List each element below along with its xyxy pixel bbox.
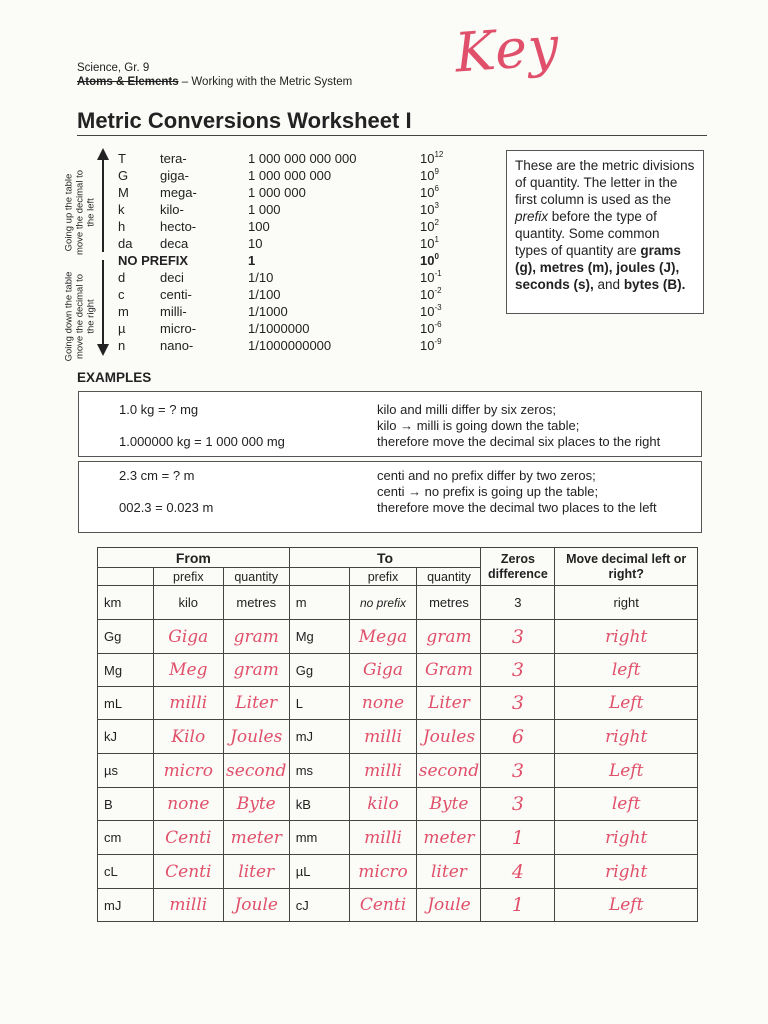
ex2-expl-2: centi → no prefix is going up the table; — [377, 484, 599, 499]
ex1-expl-3: therefore move the decimal six places to the right — [377, 434, 661, 449]
power-base: 10 — [420, 202, 435, 217]
prefix-power — [420, 286, 442, 303]
from-unit: kJ — [98, 720, 154, 754]
prefix-symbol: d — [118, 270, 126, 285]
to-prefix: milli — [349, 821, 417, 855]
table-row — [98, 889, 698, 922]
table-row — [98, 788, 698, 821]
from-unit: cm — [98, 821, 154, 855]
zeros-difference: 3 — [481, 586, 555, 620]
power-base: 10 — [420, 321, 435, 336]
ex2-answer: 002.3 = 0.023 m — [119, 500, 214, 515]
to-prefix: Centi — [349, 889, 417, 922]
to-quantity: metres — [417, 586, 481, 620]
prefix-power — [420, 235, 439, 252]
to-quantity: Liter — [417, 687, 481, 720]
prefix-power — [420, 252, 439, 269]
prefix-name: hecto- — [160, 219, 197, 234]
page-title: Metric Conversions Worksheet I — [77, 108, 412, 133]
from-unit: km — [98, 586, 154, 620]
to-unit: cJ — [289, 889, 349, 922]
info-text-3: and — [593, 277, 624, 292]
zeros-difference: 3 — [481, 788, 555, 821]
prefix-factor: 10 — [248, 236, 263, 251]
ex2-expl-1: centi and no prefix differ by two zeros; — [377, 468, 596, 483]
table-row — [98, 586, 698, 620]
from-quantity: gram — [223, 620, 289, 654]
move-direction: right — [555, 720, 698, 754]
to-quantity: second — [417, 754, 481, 788]
from-quantity: Joule — [223, 889, 289, 922]
prefix-power — [420, 269, 442, 286]
info-text-prefix: prefix — [515, 209, 549, 224]
power-base: 10 — [420, 219, 435, 234]
ex1-expl-1: kilo and milli differ by six zeros; — [377, 402, 556, 417]
power-base: 10 — [420, 287, 435, 302]
from-unit: Gg — [98, 620, 154, 654]
prefix-symbol: m — [118, 304, 129, 319]
to-prefix: none — [349, 687, 417, 720]
move-direction: right — [555, 855, 698, 889]
from-quantity: meter — [223, 821, 289, 855]
prefix-power — [420, 150, 443, 167]
to-unit: Mg — [289, 620, 349, 654]
move-direction: right — [555, 586, 698, 620]
to-unit: ms — [289, 754, 349, 788]
from-unit: mL — [98, 687, 154, 720]
prefix-name: centi- — [160, 287, 192, 302]
course-label: Science, Gr. 9 — [77, 62, 150, 74]
prefix-symbol: G — [118, 168, 129, 183]
table-row — [98, 754, 698, 788]
from-unit: mJ — [98, 889, 154, 922]
unit-struck: Atoms & Elements — [77, 76, 179, 88]
zeros-difference: 6 — [481, 720, 555, 754]
from-prefix: micro — [153, 754, 223, 788]
header-from-prefix: prefix — [153, 568, 223, 586]
header-from-quantity: quantity — [223, 568, 289, 586]
to-unit: mm — [289, 821, 349, 855]
to-prefix: micro — [349, 855, 417, 889]
power-exponent: 12 — [434, 150, 444, 159]
table-row — [98, 720, 698, 754]
power-base: 10 — [420, 304, 435, 319]
to-unit: Gg — [289, 654, 349, 687]
to-unit: m — [289, 586, 349, 620]
to-quantity: Joules — [417, 720, 481, 754]
info-text-2: before the type of quantity. Some common types of quantity are — [515, 209, 660, 258]
prefix-power — [420, 337, 442, 354]
from-prefix: Giga — [153, 620, 223, 654]
from-prefix: Meg — [153, 654, 223, 687]
from-quantity: Liter — [223, 687, 289, 720]
prefix-factor: 1 000 000 000 000 — [248, 151, 357, 166]
prefix-symbol: M — [118, 185, 129, 200]
to-unit: mJ — [289, 720, 349, 754]
power-exponent: 6 — [434, 184, 439, 193]
prefix-power — [420, 201, 439, 218]
table-row — [98, 821, 698, 855]
from-prefix: milli — [153, 889, 223, 922]
from-unit: B — [98, 788, 154, 821]
ex1-question: 1.0 kg = ? mg — [119, 402, 199, 417]
power-base: 10 — [420, 338, 435, 353]
header-to-prefix: prefix — [349, 568, 417, 586]
power-exponent: -1 — [434, 269, 442, 278]
prefix-name: micro- — [160, 321, 197, 336]
power-base: 10 — [420, 253, 435, 268]
from-prefix: Centi — [153, 855, 223, 889]
examples-heading: EXAMPLES — [77, 370, 152, 385]
header-to: To — [289, 548, 481, 568]
prefix-power — [420, 218, 439, 235]
to-quantity: liter — [417, 855, 481, 889]
arrow-down-icon — [97, 344, 109, 356]
power-exponent: 2 — [434, 218, 439, 227]
from-quantity: gram — [223, 654, 289, 687]
to-prefix: kilo — [349, 788, 417, 821]
to-unit: L — [289, 687, 349, 720]
to-prefix: Mega — [349, 620, 417, 654]
prefix-factor: 1/1000000 — [248, 321, 310, 336]
prefix-factor: 1 000 000 000 — [248, 168, 332, 183]
move-direction: right — [555, 620, 698, 654]
prefix-name: kilo- — [160, 202, 184, 217]
move-direction: Left — [555, 754, 698, 788]
example-box-2 — [78, 461, 702, 533]
prefix-power — [420, 303, 442, 320]
header-to-quantity: quantity — [417, 568, 481, 586]
to-quantity: meter — [417, 821, 481, 855]
power-exponent: -2 — [434, 286, 442, 295]
from-prefix: milli — [153, 687, 223, 720]
power-base: 10 — [420, 185, 435, 200]
side-label-up: Going up the table move the decimal to the left — [63, 170, 97, 256]
prefix-name: deci — [160, 270, 184, 285]
ex2-expl-3: therefore move the decimal two places to the left — [377, 500, 657, 515]
from-quantity: Joules — [223, 720, 289, 754]
prefix-factor: 100 — [248, 219, 270, 234]
example-box-1 — [78, 391, 702, 457]
prefix-name: milli- — [160, 304, 187, 319]
prefix-factor: 1/1000 — [248, 304, 288, 319]
power-exponent: -9 — [434, 337, 442, 346]
from-prefix: Centi — [153, 821, 223, 855]
prefix-name: nano- — [160, 338, 194, 353]
info-bold-1: grams (g), metres (m), joules (J), seconds (s), — [515, 243, 681, 292]
power-exponent: 0 — [434, 252, 439, 261]
power-exponent: -6 — [434, 320, 442, 329]
ex1-expl-2: kilo → milli is going down the table; — [377, 418, 580, 433]
from-unit: cL — [98, 855, 154, 889]
to-quantity: Gram — [417, 654, 481, 687]
from-quantity: liter — [223, 855, 289, 889]
prefix-power — [420, 167, 439, 184]
power-base: 10 — [420, 168, 435, 183]
move-direction: left — [555, 654, 698, 687]
move-direction: left — [555, 788, 698, 821]
power-exponent: 1 — [434, 235, 439, 244]
ex2-question: 2.3 cm = ? m — [119, 468, 195, 483]
from-prefix: none — [153, 788, 223, 821]
move-direction: Left — [555, 889, 698, 922]
zeros-difference: 1 — [481, 889, 555, 922]
header-move: Move decimal left or right? — [555, 548, 698, 586]
move-direction: Left — [555, 687, 698, 720]
prefix-name: tera- — [160, 151, 187, 166]
direction-arrows — [94, 148, 114, 356]
to-prefix: Giga — [349, 654, 417, 687]
title-rule — [77, 135, 707, 136]
prefix-factor: 1 000 — [248, 202, 281, 217]
zeros-difference: 1 — [481, 821, 555, 855]
prefix-symbol: µ — [118, 321, 126, 336]
prefix-factor: 1 — [248, 253, 256, 268]
from-prefix: Kilo — [153, 720, 223, 754]
to-quantity: Byte — [417, 788, 481, 821]
header-zeros: Zeros difference — [481, 548, 555, 586]
move-direction: right — [555, 821, 698, 855]
conversion-table — [97, 547, 698, 922]
to-quantity: Joule — [417, 889, 481, 922]
prefix-factor: 1 000 000 — [248, 185, 306, 200]
info-bold-2: bytes (B). — [623, 277, 686, 292]
prefix-name: deca — [160, 236, 189, 251]
from-quantity: Byte — [223, 788, 289, 821]
to-unit: kB — [289, 788, 349, 821]
zeros-difference: 3 — [481, 654, 555, 687]
table-row — [98, 687, 698, 720]
header-from: From — [98, 548, 290, 568]
info-box — [506, 150, 704, 314]
to-quantity: gram — [417, 620, 481, 654]
prefix-power — [420, 320, 442, 337]
zeros-difference: 3 — [481, 687, 555, 720]
prefix-symbol: c — [118, 287, 125, 302]
prefix-symbol: da — [118, 236, 133, 251]
from-unit: µs — [98, 754, 154, 788]
info-text-1: These are the metric divisions of quantity. The letter in the first column is used as the — [515, 158, 695, 207]
prefix-factor: 1/10 — [248, 270, 274, 285]
zeros-difference: 3 — [481, 754, 555, 788]
prefix-factor: 1/1000000000 — [248, 338, 332, 353]
key-annotation: Key — [452, 14, 562, 85]
to-prefix: no prefix — [349, 586, 417, 620]
side-label-down: Going down the table move the decimal to the right — [63, 271, 97, 362]
from-quantity: second — [223, 754, 289, 788]
power-base: 10 — [420, 236, 435, 251]
prefix-power — [420, 184, 439, 201]
from-prefix: kilo — [153, 586, 223, 620]
prefix-factor: 1/100 — [248, 287, 281, 302]
to-prefix: milli — [349, 720, 417, 754]
to-unit: µL — [289, 855, 349, 889]
power-exponent: 9 — [434, 167, 439, 176]
table-row — [98, 855, 698, 889]
prefix-symbol: h — [118, 219, 126, 234]
power-base: 10 — [420, 270, 435, 285]
prefix-symbol: n — [118, 338, 126, 353]
zeros-difference: 3 — [481, 620, 555, 654]
prefix-symbol: T — [118, 151, 126, 166]
to-prefix: milli — [349, 754, 417, 788]
zeros-difference: 4 — [481, 855, 555, 889]
unit-rest: – Working with the Metric System — [178, 76, 353, 88]
unit-label — [77, 76, 352, 88]
prefix-name: giga- — [160, 168, 189, 183]
ex1-answer: 1.000000 kg = 1 000 000 mg — [119, 434, 285, 449]
table-row — [98, 620, 698, 654]
table-row — [98, 654, 698, 687]
power-exponent: -3 — [434, 303, 442, 312]
power-exponent: 3 — [434, 201, 439, 210]
from-unit: Mg — [98, 654, 154, 687]
from-quantity: metres — [223, 586, 289, 620]
prefix-symbol: NO PREFIX — [118, 253, 189, 268]
prefix-name: mega- — [160, 185, 197, 200]
power-base: 10 — [420, 151, 435, 166]
prefix-symbol: k — [118, 202, 125, 217]
side-label-down-wrap — [30, 271, 130, 362]
